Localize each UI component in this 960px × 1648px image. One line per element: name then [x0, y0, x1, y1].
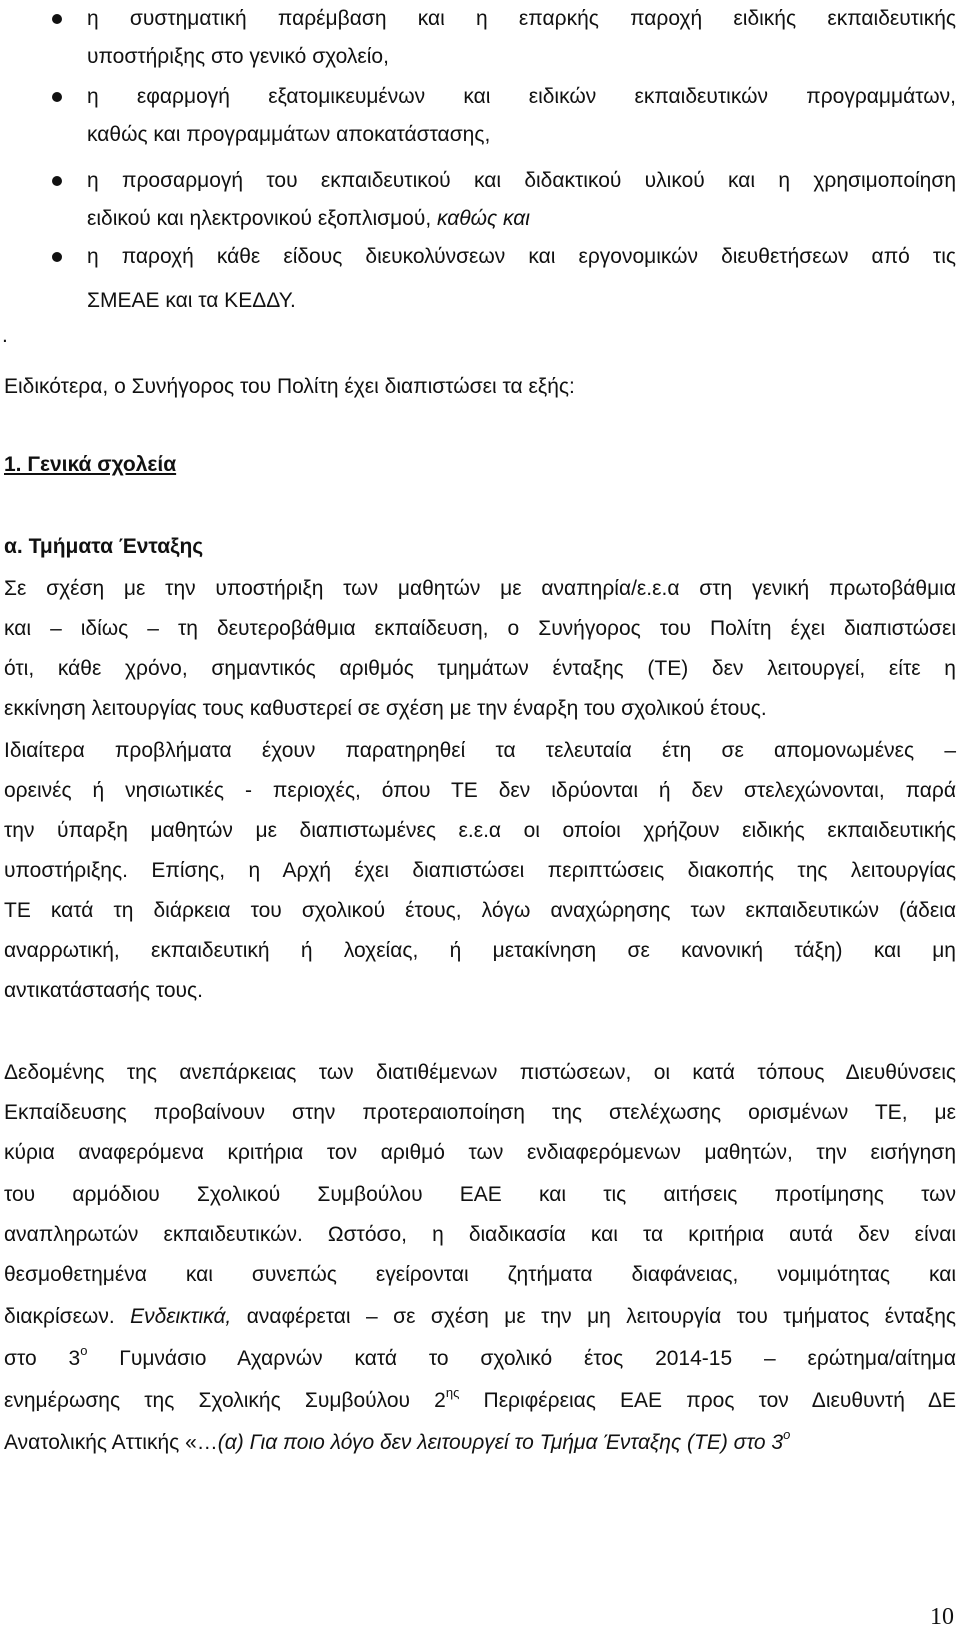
- line7-start: διακρίσεων.: [4, 1305, 115, 1328]
- intro-sentence: Ειδικότερα, ο Συνήγορος του Πολίτη έχει διαπιστώσει τα εξής:: [4, 375, 575, 398]
- page-number: 10: [930, 1604, 954, 1630]
- paragraph-2-line: του αρμόδιου Σχολικού Συμβούλου ΕΑΕ και τις αιτήσεις προτίμησης των: [4, 1183, 956, 1206]
- line10-italic: (α) Για ποιο λόγο δεν λειτουργεί το Τμήμα Ένταξης (ΤΕ) στο 3: [217, 1431, 784, 1454]
- paragraph-2-line: [4, 1382, 956, 1420]
- paragraph-2-line: Εκπαίδευσης προβαίνουν στην προτεραιοποίηση της στελέχωσης ορισμένων ΤΕ, με: [4, 1101, 956, 1124]
- bullet-3-italic-tail: καθώς και: [437, 207, 530, 230]
- bullet-1-line-1: η συστηματική παρέμβαση και η επαρκής παροχή ειδικής εκπαιδευτικής: [87, 7, 956, 30]
- paragraph-1-line: Σε σχέση με την υποστήριξη των μαθητών με αναπηρία/ε.ε.α στη γενική πρωτοβάθμια: [4, 577, 956, 600]
- line10-superscript: ο: [783, 1427, 791, 1442]
- paragraph-1-line: υποστήριξης. Επίσης, η Αρχή έχει διαπιστώσει περιπτώσεις διακοπής της λειτουργίας: [4, 859, 956, 882]
- bullet-icon: [52, 14, 62, 24]
- paragraph-1-line: και – ιδίως – τη δευτεροβάθμια εκπαίδευση, ο Συνήγορος του Πολίτη έχει διαπιστώσει: [4, 617, 956, 640]
- line9-b: Περιφέρειας ΕΑΕ προς τον Διευθυντή ΔΕ: [483, 1389, 956, 1412]
- paragraph-1-line: ορεινές ή νησιωτικές - περιοχές, όπου ΤΕ δεν ιδρύονται ή δεν στελεχώνονται, παρά: [4, 779, 956, 802]
- line10-a: Ανατολικής Αττικής «…: [4, 1431, 218, 1454]
- bullet-icon: [52, 176, 62, 186]
- paragraph-1-line: ΤΕ κατά τη διάρκεια του σχολικού έτους, λόγω αναχώρησης των εκπαιδευτικών (άδεια: [4, 899, 956, 922]
- bullet-3-line-1: η προσαρμογή του εκπαιδευτικού και διδακτικού υλικού και η χρησιμοποίηση: [87, 169, 956, 192]
- paragraph-1-line: αναρρωτική, εκπαιδευτική ή λοχείας, ή μετακίνηση σε κανονική τάξη) και μη: [4, 939, 956, 962]
- bullet-4-line-2: ΣΜΕΑΕ και τα ΚΕΔΔΥ.: [87, 289, 296, 312]
- stray-dot: .: [2, 324, 8, 347]
- bullet-3-line-2: [87, 200, 530, 238]
- line9-a: ενημέρωσης της Σχολικής Συμβούλου 2: [4, 1389, 446, 1412]
- bullet-1-line-2: υποστήριξης στο γενικό σχολείο,: [87, 45, 389, 68]
- bullet-icon: [52, 252, 62, 262]
- line9-superscript: ης: [445, 1385, 460, 1400]
- section-heading: 1. Γενικά σχολεία: [4, 453, 177, 476]
- paragraph-1-line: εκκίνηση λειτουργίας τους καθυστερεί σε σχέση με την έναρξη του σχολικού έτους.: [4, 697, 767, 720]
- line7-italic: Ενδεικτικά,: [130, 1305, 232, 1328]
- bullet-2-line-2: καθώς και προγραμμάτων αποκατάστασης,: [87, 123, 491, 146]
- paragraph-2-line: [4, 1340, 956, 1378]
- paragraph-2-line: αναπληρωτών εκπαιδευτικών. Ωστόσο, η διαδικασία και τα κριτήρια αυτά δεν είναι: [4, 1223, 956, 1246]
- line8-superscript: ο: [80, 1343, 88, 1358]
- paragraph-1-line: Ιδιαίτερα προβλήματα έχουν παρατηρηθεί τα τελευταία έτη σε απομονωμένες –: [4, 739, 956, 762]
- line8-b: Γυμνάσιο Αχαρνών κατά το σχολικό έτος 2014-15 – ερώτημα/αίτημα: [119, 1347, 956, 1370]
- line8-a: στο 3: [4, 1347, 81, 1370]
- bullet-3-line-2-text: ειδικού και ηλεκτρονικού εξοπλισμού,: [87, 207, 432, 230]
- bullet-4-line-1: η παροχή κάθε είδους διευκολύνσεων και εργονομικών διευθετήσεων από τις: [87, 245, 956, 268]
- paragraph-2-line: [4, 1298, 956, 1336]
- paragraph-1-line: την ύπαρξη μαθητών με διαπιστωμένες ε.ε.α οι οποίοι χρήζουν ειδικής εκπαιδευτικής: [4, 819, 956, 842]
- paragraph-1-line: αντικατάστασής τους.: [4, 979, 203, 1002]
- paragraph-2-line: κύρια αναφερόμενα κριτήρια τον αριθμό των ενδιαφερόμενων μαθητών, την εισήγηση: [4, 1141, 956, 1164]
- subsection-heading: α. Τμήματα Ένταξης: [4, 535, 204, 558]
- paragraph-2-line: [4, 1424, 790, 1462]
- line7-end: αναφέρεται – σε σχέση με την μη λειτουργία του τμήματος ένταξης: [246, 1305, 956, 1328]
- paragraph-1-line: ότι, κάθε χρόνο, σημαντικός αριθμός τμημάτων ένταξης (ΤΕ) δεν λειτουργεί, είτε η: [4, 657, 956, 680]
- bullet-2-line-1: η εφαρμογή εξατομικευμένων και ειδικών εκπαιδευτικών προγραμμάτων,: [87, 85, 956, 108]
- paragraph-2-line: θεσμοθετημένα και συνεπώς εγείρονται ζητήματα διαφάνειας, νομιμότητας και: [4, 1263, 956, 1286]
- paragraph-2-line: Δεδομένης της ανεπάρκειας των διατιθέμενων πιστώσεων, οι κατά τόπους Διευθύνσεις: [4, 1061, 956, 1084]
- bullet-icon: [52, 92, 62, 102]
